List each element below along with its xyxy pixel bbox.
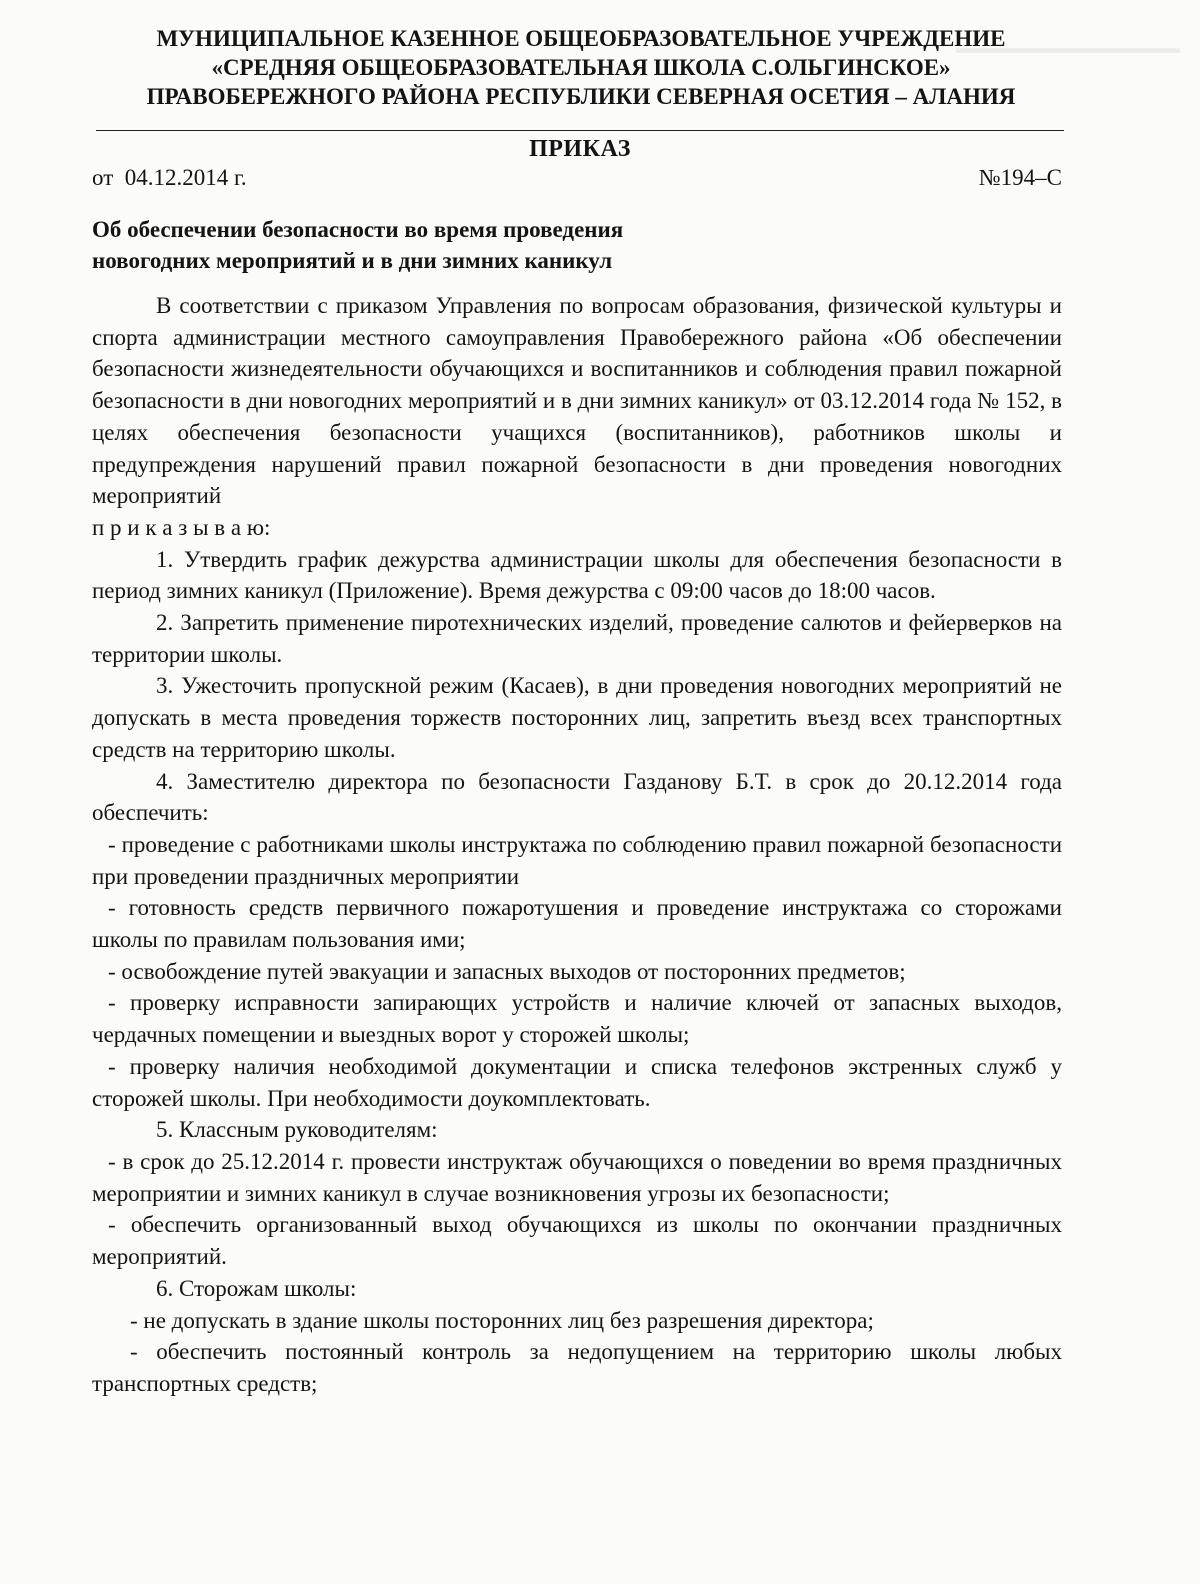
item-1: 1. Утвердить график дежурства администрации школы для обеспечения безопасности в период зимних каникул (Приложение). Время дежурства с 09:00 часов до 18:00 часов. bbox=[92, 546, 1062, 604]
intro-paragraph: В соответствии с приказом Управления по вопросам образования, физической культуры и спорта администрации местного самоуправления Правобережного района «Об обеспечении безопасности жизнедеятельности обучающихся и воспитанников и соблюдения правил пожарной безопасности в дни новогодних мероприятий и в дни зимних каникул» от 03.12.2014 года № 152, в целях обеспечения безопасности учащихся (воспитанников), работников школы и предупреждения нарушений правил пожарной безопасности в дни проведения новогодних мероприятий bbox=[92, 293, 1062, 509]
order-number: №194–С bbox=[978, 165, 1062, 190]
item-6: 6. Сторожам школы: bbox=[156, 1275, 357, 1301]
order-word: п р и к а з ы в а ю: bbox=[92, 514, 271, 540]
item-6-sub-1: - не допускать в здание школы посторонних лиц без разрешения директора; bbox=[130, 1307, 874, 1333]
item-5: 5. Классным руководителям: bbox=[156, 1117, 438, 1143]
header-divider bbox=[96, 130, 1064, 131]
item-4-sub-2: - готовность средств первичного пожаротушения и проведение инструктажа со сторожами школы по правилам пользования ими; bbox=[92, 895, 1062, 953]
header-line-1: МУНИЦИПАЛЬНОЕ КАЗЕННОЕ ОБЩЕОБРАЗОВАТЕЛЬНОЕ УЧРЕЖДЕНИЕ bbox=[156, 26, 1006, 51]
item-4-sub-4: - проверку исправности запирающих устройств и наличие ключей от запасных выходов, чердачных помещении и выездных ворот у сторожей школы; bbox=[92, 990, 1062, 1048]
order-date: от 04.12.2014 г. bbox=[92, 165, 247, 190]
subject-line-1: Об обеспечении безопасности во время проведения bbox=[92, 217, 624, 242]
item-4-sub-3: - освобождение путей эвакуации и запасных выходов от посторонних предметов; bbox=[108, 958, 906, 984]
item-3: 3. Ужесточить пропускной режим (Касаев), в дни проведения новогодних мероприятий не допускать в места проведения торжеств посторонних лиц, запретить въезд всех транспортных средств на территорию школы. bbox=[92, 673, 1062, 762]
header-line-2: «СРЕДНЯЯ ОБЩЕОБРАЗОВАТЕЛЬНАЯ ШКОЛА С.ОЛЬГИНСКОЕ» bbox=[211, 55, 951, 80]
item-4: 4. Заместителю директора по безопасности Газданову Б.Т. в срок до 20.12.2014 года обеспечить: bbox=[92, 768, 1062, 826]
item-6-sub-2: - обеспечить постоянный контроль за недопущением на территорию школы любых транспортных средств; bbox=[92, 1339, 1062, 1396]
item-5-sub-1: - в срок до 25.12.2014 г. провести инструктаж обучающихся о поведении во время праздничных мероприятии и зимних каникул в случае возникновения угрозы их безопасности; bbox=[92, 1148, 1062, 1206]
header-line-3: ПРАВОБЕРЕЖНОГО РАЙОНА РЕСПУБЛИКИ СЕВЕРНАЯ ОСЕТИЯ – АЛАНИЯ bbox=[146, 84, 1016, 109]
bleed-through: ▬▬▬▬▬▬▬▬▬▬▬▬▬▬ bbox=[956, 40, 1180, 57]
order-subject bbox=[92, 214, 792, 276]
date-number-row bbox=[92, 165, 1062, 191]
item-4-sub-5: - проверку наличия необходимой документации и списка телефонов экстренных служб у сторожей школы. При необходимости доукомплектовать. bbox=[92, 1053, 1062, 1111]
institution-header bbox=[92, 24, 1070, 111]
order-body bbox=[92, 290, 1062, 1400]
item-5-sub-2: - обеспечить организованный выход обучающихся из школы по окончании праздничных мероприятий. bbox=[92, 1212, 1062, 1270]
item-2: 2. Запретить применение пиротехнических изделий, проведение салютов и фейерверков на территории школы. bbox=[92, 610, 1062, 667]
subject-line-2: новогодних мероприятий и в дни зимних каникул bbox=[92, 248, 613, 273]
item-4-sub-1: - проведение с работниками школы инструктажа по соблюдению правил пожарной безопасности при проведении праздничных мероприятии bbox=[92, 831, 1062, 889]
document-type: ПРИКАЗ bbox=[529, 136, 631, 162]
